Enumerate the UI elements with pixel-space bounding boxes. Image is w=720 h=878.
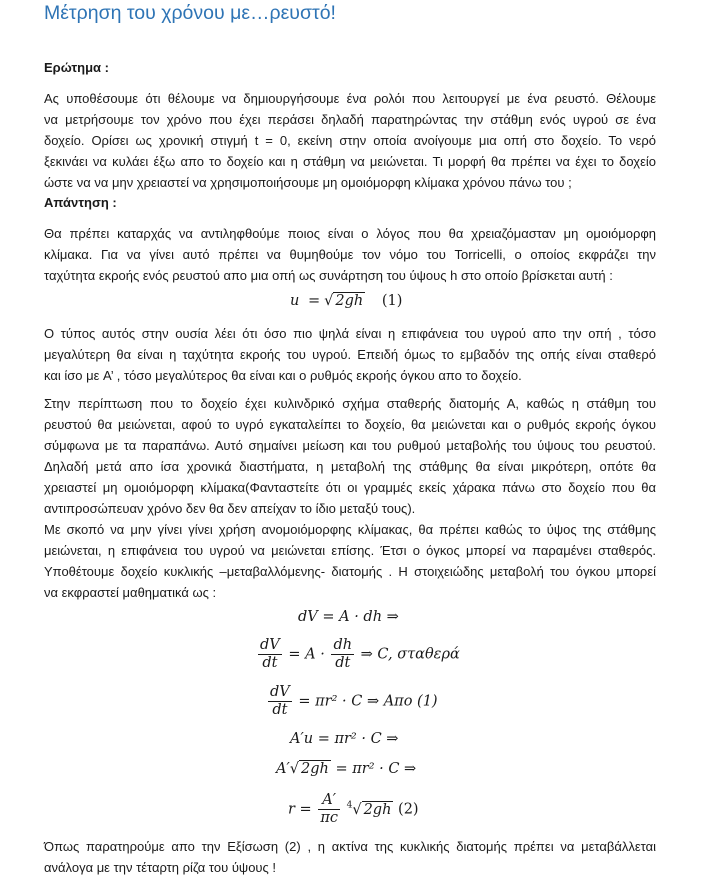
fraction: $\frac{dV}{dt}$ bbox=[260, 637, 280, 671]
text-line: Όπως παρατηρούμε απο την Εξίσωση (2) , η ακτίνα της κυκλικής διατομής πρέπει να μεταβάλλεται bbox=[44, 839, 656, 854]
eq1-lhs: u bbox=[290, 293, 300, 309]
text-line: ανάλογα με την τέταρτη ρίζα του ύψους ! bbox=[44, 860, 277, 875]
eq1-radicand: 2gh bbox=[335, 293, 364, 309]
text-line: Υποθέτουμε δοχείο κυκλικής –μεταβαλλόμενης- διατομής . Η στοιχειώδης μεταβολή του όγκου μπορεί bbox=[44, 564, 656, 579]
text-line: χρειαστεί μη ομοιόμορφη κλίμακα(Φανταστείτε ότι οι γραμμές εκείς χάρακα πάνω στο δοχείο που θα bbox=[44, 480, 656, 495]
text-line: μειώνεται, η επιφάνεια του υγρού να μειώνεται επίσης. Έτσι ο όγκος μπορεί να παραμένει σταθερός. bbox=[44, 543, 656, 558]
text-line: και ίσο με A’ , τόσο μεγαλύτερος θα είναι και ο ρυθμός εκροής όγκου απο το δοχείο. bbox=[44, 368, 522, 383]
equation-sqrt: A′√ 2gh = πr² · C ⇒ bbox=[276, 761, 417, 777]
text-line: Στην περίπτωση που το δοχείο έχει κυλινδρικό σχήμα σταθερής διατομής Α, καθώς η στάθμη του bbox=[44, 396, 656, 411]
text-line: Ο τύπος αυτός στην ουσία λέει ότι όσο πιο ψηλά είναι η επιφάνεια του υγρού απο την οπή , τόσο bbox=[44, 326, 656, 341]
answer-paragraph-4 bbox=[44, 519, 656, 603]
text-line: να εκφραστεί μαθηματικά ως : bbox=[44, 585, 217, 600]
text-line: Δηλαδή μετά απο ίσα χρονικά διαστήματα, η μεταβολή της στάθμης θα είναι μικρότερη, οπότε θα bbox=[44, 459, 656, 474]
root-index: 4 bbox=[346, 800, 353, 811]
page-title: Μέτρηση του χρόνου με…ρευστό! bbox=[44, 2, 336, 24]
equation-outflow: A′u = πr² · C ⇒ bbox=[290, 731, 399, 747]
text-line: σύμφωνα με τα παραπάνω. Αυτό σημαίνει μείωση και του ρυθμού μεταβολής του ύψους του ρευστού. bbox=[44, 438, 656, 453]
equation-dv-dt: $\frac{dV}{dt}$ = A · $\frac{dh}{dt}$ ⇒ C, σταθερά bbox=[260, 637, 460, 671]
question-heading: Ερώτημα : bbox=[44, 60, 109, 75]
text-line: κλίμακα. Για να γίνει αυτό πρέπει να θυμηθούμε τον νόμο του Torricelli, ο οποίος εκφράζει την bbox=[44, 247, 656, 262]
eq1-label: (1) bbox=[381, 293, 403, 309]
question-paragraph bbox=[44, 88, 656, 193]
fraction: $\frac{dh}{dt}$ bbox=[333, 637, 353, 671]
text-line: μεγαλύτερη θα είναι η ταχύτητα εκροής του υγρού. Επειδή όμως το εμβαδόν της οπής είναι σταθερό bbox=[44, 347, 656, 362]
text-line: Ας υποθέσουμε ότι θέλουμε να δημιουργήσουμε ένα ρολόι που λειτουργεί με ένα ρευστό. Θέλουμε bbox=[44, 91, 656, 106]
text-line: Με σκοπό να μην γίνει γίνει χρήση ανομοιόμορφης κλίμακας, θα πρέπει καθώς το ύψος της στάθμης bbox=[44, 522, 656, 537]
text-line: να μετρήσουμε τον χρόνο που έχει περάσει δηλαδή παρατηρώντας την στάθμη ενός υγρού σε ένα bbox=[44, 112, 656, 127]
answer-paragraph-1 bbox=[44, 223, 656, 286]
eq2-label: (2) bbox=[398, 801, 419, 818]
eq1-equals: = bbox=[307, 293, 321, 309]
text-line: δοχείο. Ορίσει ως χρονική στιγμή t = 0, εκείνη στην οποία ανοίγουμε μια οπή στο δοχείο. Το νερό bbox=[44, 133, 656, 148]
sqrt-symbol: √ 2gh bbox=[352, 801, 392, 818]
fraction: $\frac{dV}{dt}$ bbox=[270, 684, 290, 718]
sqrt-symbol: √ 2gh bbox=[324, 293, 364, 309]
final-paragraph bbox=[44, 836, 656, 878]
fraction: $\frac{A'}{\pi c}$ bbox=[320, 792, 338, 826]
sqrt-symbol: √ 2gh bbox=[289, 761, 329, 777]
equation-dv: dV = A · dh ⇒ bbox=[298, 609, 399, 625]
equation-radius: r = $\frac{A'}{\pi c}$ $^4$√ 2gh (2) bbox=[288, 792, 419, 826]
answer-heading: Απάντηση : bbox=[44, 195, 117, 210]
text-line: ώστε να να μην χρειαστεί να χρησιμοποιήσουμε μη ομοιόμορφη κλίμακα χρόνου πάνω του ; bbox=[44, 175, 572, 190]
answer-paragraph-2 bbox=[44, 323, 656, 386]
text-line: Θα πρέπει καταρχάς να αντιληφθούμε ποιος είναι ο λόγος που θα χρειαζόμασταν μη ομοιόμορφη bbox=[44, 226, 656, 241]
equation-1 bbox=[290, 292, 402, 309]
text-line: ρευστού θα μειώνεται, αφού το υγρό εγκαταλείπει το δοχείο, θα μειώνεται και ο ρυθμός εκροής όγκου bbox=[44, 417, 656, 432]
answer-paragraph-3 bbox=[44, 393, 656, 519]
equation-area-rate: $\frac{dV}{dt}$ = πr² · C ⇒ Απο (1) bbox=[270, 684, 438, 718]
text-line: ταχύτητα εκροής ενός ρευστού απο μια οπή ως συνάρτηση του ύψους h στο οποίο βρίσκεται αυτή : bbox=[44, 268, 613, 283]
text-line: ξεκινάει να κυλάει έξω απο το δοχείο και η στάθμη να μειώνεται. Τι μορφή θα πρέπει να έχει το δοχείο bbox=[44, 154, 656, 169]
text-line: αντιπροσώπευαν χρόνο δεν θα δεν απείχαν το ίδιο μεταξύ τους). bbox=[44, 501, 416, 516]
